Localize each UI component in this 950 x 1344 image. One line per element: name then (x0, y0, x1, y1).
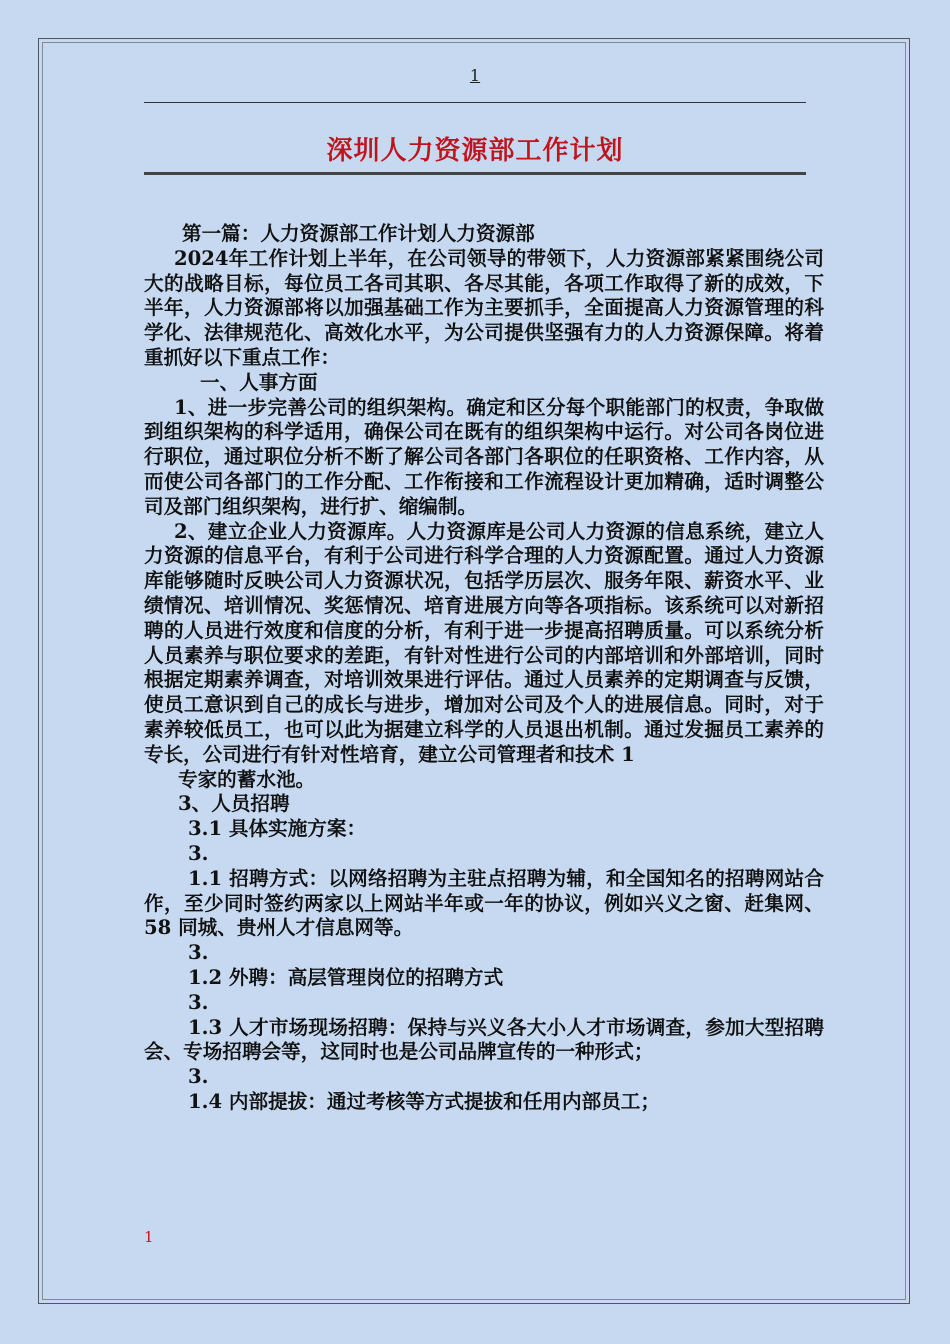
paragraph-intro: 2024年工作计划上半年，在公司领导的带领下，人力资源部紧紧围绕公司大的战略目标，每位员工各司其职、各尽其能，各项工作取得了新的成效，下半年，人力资源部将以加强基础工作为主要抓手，全面提高人力资源管理的科学化、法律规范化、高效化水平，为公司提供坚强有力的人力资源保障。将着重抓好以下重点工作： (144, 246, 824, 369)
paragraph-numbering: 3. (188, 841, 209, 865)
paragraph-continuation: 专家的蓄水池。 (178, 767, 316, 791)
paragraph-item-2: 2、建立企业人力资源库。人力资源库是公司人力资源的信息系统，建立人力资源的信息平台，有利于公司进行科学合理的人力资源配置。通过人力资源库能够随时反映公司人力资源状况，包括学历层次、服务年限、薪资水平、业绩情况、培训情况、奖惩情况、培育进展方向等各项指标。该系统可以对新招聘的人员进行效度和信度的分析，有利于进一步提高招聘质量。可以系统分析人员素养与职位要求的差距，有针对性进行公司的内部培训和外部培训，同时根据定期素养调查，对培训效果进行评估。通过人员素养的定期调查与反馈，使员工意识到自己的成长与进步，增加对公司及个人的进展信息。同时，对于素养较低员工，也可以此为据建立科学的人员退出机制。通过发掘员工素养的专长，公司进行有针对性培育，建立公司管理者和技术 1 (144, 519, 824, 766)
document-title: 深圳人力资源部工作计划 (326, 136, 624, 166)
paragraph-3-1-4: 1.4 内部提拔：通过考核等方式提拔和任用内部员工； (188, 1089, 660, 1113)
paragraph-numbering: 3. (188, 941, 209, 965)
paragraph-item-3: 3、人员招聘 (178, 792, 290, 816)
paragraph-item-1: 1、进一步完善公司的组织架构。确定和区分每个职能部门的权责，争取做到组织架构的科学适用，确保公司在既有的组织架构中运行。对公司各岗位进行职位，通过职位分析不断了解公司各部门各职位的任职资格、工作内容，从而使公司各部门的工作分配、工作衔接和工作流程设计更加精确，适时调整公司及部门组织架构，进行扩、缩编制。 (144, 395, 824, 518)
header-page-number: 1 (469, 66, 481, 85)
document-body (144, 222, 824, 1115)
header-rule (144, 102, 806, 103)
paragraph-numbering: 3. (188, 990, 209, 1014)
section-heading: 第一篇：人力资源部工作计划人力资源部 (182, 222, 535, 245)
paragraph-numbering: 3. (188, 1065, 209, 1089)
paragraph-3-1: 3.1 具体实施方案： (188, 817, 367, 841)
title-rule (144, 172, 806, 175)
subsection-heading: 一、人事方面 (200, 370, 318, 394)
paragraph-3-1-1: 1.1 招聘方式：以网络招聘为主驻点招聘为辅，和全国知名的招聘网站合作，至少同时签约两家以上网站半年或一年的协议，例如兴义之窗、赶集网、58 同城、贵州人才信息网等。 (144, 866, 824, 940)
footer-page-number: 1 (144, 1228, 154, 1246)
paragraph-3-1-3: 1.3 人才市场现场招聘：保持与兴义各大小人才市场调查，参加大型招聘会、专场招聘会等，这同时也是公司品牌宣传的一种形式； (144, 1015, 824, 1064)
paragraph-3-1-2: 1.2 外聘：高层管理岗位的招聘方式 (188, 965, 504, 989)
